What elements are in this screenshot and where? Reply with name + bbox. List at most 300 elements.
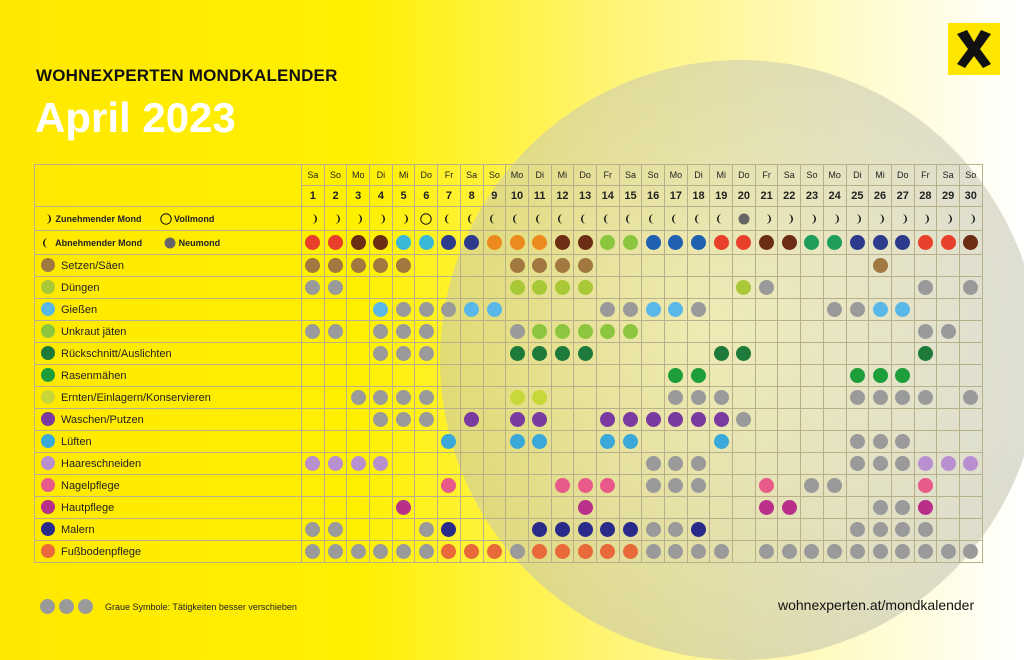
activity-day-cell bbox=[528, 387, 551, 409]
activity-label bbox=[35, 409, 302, 431]
skin-care-icon bbox=[782, 500, 797, 515]
activity-day-cell bbox=[801, 409, 824, 431]
activity-day-cell bbox=[460, 453, 483, 475]
harvest-icon bbox=[532, 390, 547, 405]
activity-day-cell bbox=[959, 365, 982, 387]
activity-day-cell bbox=[574, 387, 597, 409]
zodiac-cell bbox=[370, 231, 393, 255]
activity-day-cell bbox=[914, 321, 937, 343]
moon-phase-cell bbox=[937, 207, 960, 231]
activity-day-cell bbox=[710, 409, 733, 431]
activity-day-cell bbox=[370, 541, 393, 563]
zodiac-cell bbox=[959, 231, 982, 255]
moon-phase-cell bbox=[483, 207, 506, 231]
activity-day-cell bbox=[642, 409, 665, 431]
activity-day-cell bbox=[778, 409, 801, 431]
day-number-cell: 26 bbox=[869, 186, 892, 207]
harvest-icon bbox=[373, 390, 388, 405]
activity-name: Unkraut jäten bbox=[61, 325, 127, 338]
floor-care-icon bbox=[464, 544, 479, 559]
waning-moon-icon bbox=[693, 213, 705, 225]
activity-day-cell bbox=[574, 475, 597, 497]
day-name-cell: Sa bbox=[778, 165, 801, 186]
activity-day-cell bbox=[733, 299, 756, 321]
activity-day-cell bbox=[347, 343, 370, 365]
waxing-moon-icon bbox=[942, 213, 954, 225]
activity-day-cell bbox=[846, 321, 869, 343]
day-name-cell: Sa bbox=[302, 165, 325, 186]
floor-care-icon bbox=[714, 544, 729, 559]
activity-day-cell bbox=[665, 497, 688, 519]
activity-day-cell bbox=[755, 255, 778, 277]
activity-day-cell bbox=[415, 277, 438, 299]
day-number-cell: 10 bbox=[506, 186, 529, 207]
activity-day-cell bbox=[959, 299, 982, 321]
activity-day-cell bbox=[891, 497, 914, 519]
activity-day-cell bbox=[846, 497, 869, 519]
grey-symbols-note: Graue Symbole: Tätigkeiten besser verschieben bbox=[105, 602, 297, 612]
activity-day-cell bbox=[959, 541, 982, 563]
activity-day-cell bbox=[891, 387, 914, 409]
activity-day-cell bbox=[959, 255, 982, 277]
cleaning-icon bbox=[373, 412, 388, 427]
activity-row bbox=[35, 277, 983, 299]
activity-day-cell bbox=[642, 431, 665, 453]
activity-day-cell bbox=[687, 475, 710, 497]
activity-day-cell bbox=[846, 277, 869, 299]
activity-day-cell bbox=[642, 519, 665, 541]
activity-name: Fußbodenpflege bbox=[61, 545, 142, 558]
activity-day-cell bbox=[392, 541, 415, 563]
calendar-table-wrap bbox=[34, 164, 983, 563]
activity-day-cell bbox=[506, 365, 529, 387]
activity-day-cell bbox=[778, 431, 801, 453]
zodiac-cell bbox=[823, 231, 846, 255]
activity-day-cell bbox=[755, 409, 778, 431]
scissors-icon bbox=[328, 456, 343, 471]
activity-row bbox=[35, 343, 983, 365]
waning-moon-icon bbox=[534, 213, 546, 225]
seed-icon bbox=[41, 258, 55, 272]
aries-zodiac-icon bbox=[736, 235, 751, 250]
activity-day-cell bbox=[642, 299, 665, 321]
seed-icon bbox=[555, 258, 570, 273]
activity-day-cell bbox=[755, 541, 778, 563]
moon-phase-cell bbox=[528, 207, 551, 231]
activity-day-cell bbox=[869, 475, 892, 497]
activity-label bbox=[35, 519, 302, 541]
day-number-cell: 11 bbox=[528, 186, 551, 207]
activity-name: Rasenmähen bbox=[61, 369, 127, 382]
floor-care-icon bbox=[487, 544, 502, 559]
activity-day-cell bbox=[914, 255, 937, 277]
waning-moon-icon bbox=[41, 237, 53, 249]
zodiac-cell bbox=[869, 231, 892, 255]
activity-label bbox=[35, 255, 302, 277]
activity-day-cell bbox=[460, 475, 483, 497]
floor-care-icon bbox=[759, 544, 774, 559]
activity-day-cell bbox=[460, 277, 483, 299]
activity-day-cell bbox=[438, 387, 461, 409]
lawnmower-icon bbox=[873, 368, 888, 383]
cancer-zodiac-icon bbox=[873, 235, 888, 250]
day-name-cell: Di bbox=[687, 165, 710, 186]
activity-name: Düngen bbox=[61, 281, 100, 294]
activity-day-cell bbox=[438, 255, 461, 277]
activity-day-cell bbox=[665, 409, 688, 431]
activity-day-cell bbox=[959, 387, 982, 409]
activity-day-cell bbox=[710, 343, 733, 365]
activity-day-cell bbox=[869, 365, 892, 387]
activity-day-cell bbox=[869, 497, 892, 519]
activity-day-cell bbox=[937, 409, 960, 431]
activity-day-cell bbox=[415, 365, 438, 387]
moon-phase-legend bbox=[35, 207, 302, 231]
moon-phase-cell bbox=[596, 207, 619, 231]
activity-day-cell bbox=[914, 277, 937, 299]
activity-day-cell bbox=[596, 431, 619, 453]
moon-phase-cell bbox=[642, 207, 665, 231]
fan-icon bbox=[873, 434, 888, 449]
activity-day-cell bbox=[551, 387, 574, 409]
activity-day-cell bbox=[914, 299, 937, 321]
day-number-cell: 2 bbox=[324, 186, 347, 207]
activity-day-cell bbox=[302, 299, 325, 321]
activity-day-cell bbox=[551, 475, 574, 497]
day-number-cell: 20 bbox=[733, 186, 756, 207]
scissors-icon bbox=[373, 456, 388, 471]
waxing-moon-icon bbox=[352, 213, 364, 225]
activity-day-cell bbox=[801, 497, 824, 519]
moon-phase-cell bbox=[959, 207, 982, 231]
lawnmower-icon bbox=[691, 368, 706, 383]
activity-day-cell bbox=[370, 343, 393, 365]
activity-day-cell bbox=[801, 343, 824, 365]
activity-day-cell bbox=[528, 277, 551, 299]
moon-phase-cell bbox=[574, 207, 597, 231]
activity-day-cell bbox=[302, 321, 325, 343]
activity-day-cell bbox=[574, 431, 597, 453]
activity-day-cell bbox=[438, 277, 461, 299]
nail-icon bbox=[918, 478, 933, 493]
waxing-moon-icon bbox=[897, 213, 909, 225]
activity-day-cell bbox=[528, 519, 551, 541]
activity-day-cell bbox=[869, 277, 892, 299]
activity-row bbox=[35, 475, 983, 497]
activity-day-cell bbox=[801, 255, 824, 277]
fertilizer-icon bbox=[736, 280, 751, 295]
seed-icon bbox=[305, 258, 320, 273]
fertilizer-icon bbox=[532, 280, 547, 295]
day-name-cell: Mo bbox=[506, 165, 529, 186]
activity-day-cell bbox=[392, 519, 415, 541]
cleaning-icon bbox=[736, 412, 751, 427]
activity-day-cell bbox=[460, 431, 483, 453]
paint-roller-icon bbox=[850, 522, 865, 537]
moon-phase-cell bbox=[823, 207, 846, 231]
activity-day-cell bbox=[642, 343, 665, 365]
activity-day-cell bbox=[551, 255, 574, 277]
moon-phase-cell bbox=[846, 207, 869, 231]
moon-phase-cell bbox=[347, 207, 370, 231]
waning-moon-icon bbox=[670, 213, 682, 225]
zodiac-cell bbox=[415, 231, 438, 255]
activity-day-cell bbox=[415, 453, 438, 475]
activity-day-cell bbox=[937, 431, 960, 453]
activity-day-cell bbox=[506, 409, 529, 431]
day-number-cell: 13 bbox=[574, 186, 597, 207]
day-name-cell: Mo bbox=[823, 165, 846, 186]
activity-day-cell bbox=[438, 321, 461, 343]
waxing-moon-icon bbox=[761, 213, 773, 225]
activity-day-cell bbox=[619, 431, 642, 453]
harvest-icon bbox=[510, 390, 525, 405]
activity-day-cell bbox=[347, 387, 370, 409]
activity-day-cell bbox=[460, 343, 483, 365]
activity-day-cell bbox=[823, 541, 846, 563]
zodiac-cell bbox=[506, 231, 529, 255]
capricorn-zodiac-icon bbox=[578, 235, 593, 250]
activity-day-cell bbox=[778, 343, 801, 365]
day-name-cell: Sa bbox=[460, 165, 483, 186]
scissors-icon bbox=[941, 456, 956, 471]
scissors-icon bbox=[873, 456, 888, 471]
day-number-cell: 14 bbox=[596, 186, 619, 207]
activity-label bbox=[35, 497, 302, 519]
fertilizer-icon bbox=[578, 280, 593, 295]
pruning-icon bbox=[373, 346, 388, 361]
activity-day-cell bbox=[551, 431, 574, 453]
watering-can-icon bbox=[419, 302, 434, 317]
activity-day-cell bbox=[687, 431, 710, 453]
cleaning-icon bbox=[41, 412, 55, 426]
activity-day-cell bbox=[574, 453, 597, 475]
scissors-icon bbox=[691, 456, 706, 471]
activity-day-cell bbox=[347, 299, 370, 321]
activity-day-cell bbox=[914, 431, 937, 453]
aries-zodiac-icon bbox=[714, 235, 729, 250]
zodiac-cell bbox=[642, 231, 665, 255]
activity-day-cell bbox=[937, 321, 960, 343]
activity-day-cell bbox=[347, 277, 370, 299]
activity-day-cell bbox=[891, 475, 914, 497]
activity-day-cell bbox=[687, 387, 710, 409]
activity-day-cell bbox=[324, 321, 347, 343]
activity-day-cell bbox=[710, 255, 733, 277]
activity-day-cell bbox=[596, 519, 619, 541]
weeding-icon bbox=[555, 324, 570, 339]
moon-calendar-table bbox=[34, 164, 983, 563]
fan-icon bbox=[623, 434, 638, 449]
seed-icon bbox=[532, 258, 547, 273]
harvest-icon bbox=[850, 390, 865, 405]
activity-day-cell bbox=[460, 321, 483, 343]
activity-day-cell bbox=[392, 299, 415, 321]
activity-label bbox=[35, 299, 302, 321]
seed-icon bbox=[873, 258, 888, 273]
seed-icon bbox=[396, 258, 411, 273]
activity-day-cell bbox=[801, 475, 824, 497]
activity-day-cell bbox=[370, 255, 393, 277]
waxing-moon-icon bbox=[375, 213, 387, 225]
activity-day-cell bbox=[551, 519, 574, 541]
activity-day-cell bbox=[619, 519, 642, 541]
day-name-cell: Mo bbox=[665, 165, 688, 186]
leo-zodiac-icon bbox=[305, 235, 320, 250]
floor-care-icon bbox=[351, 544, 366, 559]
floor-care-icon bbox=[668, 544, 683, 559]
cleaning-icon bbox=[668, 412, 683, 427]
activity-day-cell bbox=[755, 321, 778, 343]
weeding-icon bbox=[532, 324, 547, 339]
day-name-cell: Di bbox=[370, 165, 393, 186]
pruning-icon bbox=[714, 346, 729, 361]
moon-phase-cell bbox=[687, 207, 710, 231]
waning-moon-icon bbox=[602, 213, 614, 225]
activity-day-cell bbox=[528, 321, 551, 343]
nail-icon bbox=[441, 478, 456, 493]
activity-day-cell bbox=[460, 255, 483, 277]
paint-roller-icon bbox=[441, 522, 456, 537]
day-number-cell: 15 bbox=[619, 186, 642, 207]
activity-day-cell bbox=[392, 475, 415, 497]
weeding-icon bbox=[41, 324, 55, 338]
activity-day-cell bbox=[937, 343, 960, 365]
activity-day-cell bbox=[937, 277, 960, 299]
floor-care-icon bbox=[918, 544, 933, 559]
activity-day-cell bbox=[506, 475, 529, 497]
moon-phase-cell bbox=[415, 207, 438, 231]
seed-icon bbox=[510, 258, 525, 273]
zodiac-cell bbox=[619, 231, 642, 255]
floor-care-icon bbox=[827, 544, 842, 559]
activity-day-cell bbox=[733, 277, 756, 299]
zodiac-row bbox=[35, 231, 983, 255]
gemini-zodiac-icon bbox=[827, 235, 842, 250]
pruning-icon bbox=[736, 346, 751, 361]
activity-day-cell bbox=[506, 343, 529, 365]
pisces-zodiac-icon bbox=[668, 235, 683, 250]
day-name-cell: Mi bbox=[551, 165, 574, 186]
floor-care-icon bbox=[419, 544, 434, 559]
weeding-icon bbox=[941, 324, 956, 339]
pruning-icon bbox=[555, 346, 570, 361]
grey-paint-roller-icon bbox=[40, 599, 55, 614]
activity-day-cell bbox=[801, 387, 824, 409]
activity-day-cell bbox=[619, 321, 642, 343]
activity-day-cell bbox=[392, 255, 415, 277]
activity-day-cell bbox=[710, 299, 733, 321]
activity-day-cell bbox=[483, 497, 506, 519]
aquarius-zodiac-icon bbox=[600, 235, 615, 250]
activity-day-cell bbox=[710, 497, 733, 519]
activity-day-cell bbox=[710, 277, 733, 299]
activity-day-cell bbox=[574, 343, 597, 365]
activity-day-cell bbox=[415, 519, 438, 541]
activity-day-cell bbox=[959, 475, 982, 497]
nail-icon bbox=[578, 478, 593, 493]
activity-day-cell bbox=[846, 541, 869, 563]
waxing-moon-icon bbox=[41, 213, 53, 225]
day-name-cell: So bbox=[959, 165, 982, 186]
website-url[interactable]: wohnexperten.at/mondkalender bbox=[778, 597, 975, 613]
activity-day-cell bbox=[370, 277, 393, 299]
activity-day-cell bbox=[324, 409, 347, 431]
activity-day-cell bbox=[755, 387, 778, 409]
activity-day-cell bbox=[710, 365, 733, 387]
activity-day-cell bbox=[324, 453, 347, 475]
activity-day-cell bbox=[347, 431, 370, 453]
day-name-cell: So bbox=[801, 165, 824, 186]
activity-day-cell bbox=[506, 321, 529, 343]
day-number-cell: 27 bbox=[891, 186, 914, 207]
activity-day-cell bbox=[891, 431, 914, 453]
activity-day-cell bbox=[506, 541, 529, 563]
activity-day-cell bbox=[574, 365, 597, 387]
activity-day-cell bbox=[778, 541, 801, 563]
activity-day-cell bbox=[324, 299, 347, 321]
activity-day-cell bbox=[460, 497, 483, 519]
activity-day-cell bbox=[846, 255, 869, 277]
activity-day-cell bbox=[665, 321, 688, 343]
activity-day-cell bbox=[551, 541, 574, 563]
pruning-icon bbox=[918, 346, 933, 361]
activity-day-cell bbox=[347, 497, 370, 519]
floor-care-icon bbox=[510, 544, 525, 559]
watering-can-icon bbox=[41, 302, 55, 316]
activity-day-cell bbox=[642, 255, 665, 277]
cancer-zodiac-icon bbox=[895, 235, 910, 250]
nail-icon bbox=[555, 478, 570, 493]
activity-day-cell bbox=[687, 409, 710, 431]
harvest-icon bbox=[668, 390, 683, 405]
day-name-cell: Di bbox=[528, 165, 551, 186]
cancer-zodiac-icon bbox=[850, 235, 865, 250]
floor-care-icon bbox=[646, 544, 661, 559]
new-moon-icon bbox=[738, 213, 750, 225]
activity-day-cell bbox=[869, 519, 892, 541]
fan-icon bbox=[895, 434, 910, 449]
activity-day-cell bbox=[755, 365, 778, 387]
activity-day-cell bbox=[687, 255, 710, 277]
moon-phase-cell bbox=[914, 207, 937, 231]
zodiac-cell bbox=[778, 231, 801, 255]
watering-can-icon bbox=[464, 302, 479, 317]
activity-day-cell bbox=[574, 541, 597, 563]
activity-day-cell bbox=[506, 453, 529, 475]
cleaning-icon bbox=[646, 412, 661, 427]
activity-day-cell bbox=[596, 255, 619, 277]
day-name-cell: So bbox=[324, 165, 347, 186]
legend-new-label: Neumond bbox=[176, 237, 221, 248]
paint-roller-icon bbox=[555, 522, 570, 537]
zodiac-cell bbox=[302, 231, 325, 255]
activity-row bbox=[35, 453, 983, 475]
activity-day-cell bbox=[710, 387, 733, 409]
weeding-icon bbox=[305, 324, 320, 339]
paint-roller-icon bbox=[578, 522, 593, 537]
activity-day-cell bbox=[959, 343, 982, 365]
activity-day-cell bbox=[891, 255, 914, 277]
activity-day-cell bbox=[823, 255, 846, 277]
activity-day-cell bbox=[506, 519, 529, 541]
day-name-cell: Do bbox=[574, 165, 597, 186]
activity-day-cell bbox=[302, 343, 325, 365]
header-blank bbox=[35, 165, 302, 207]
nail-icon bbox=[759, 478, 774, 493]
harvest-icon bbox=[41, 390, 55, 404]
activity-day-cell bbox=[619, 497, 642, 519]
